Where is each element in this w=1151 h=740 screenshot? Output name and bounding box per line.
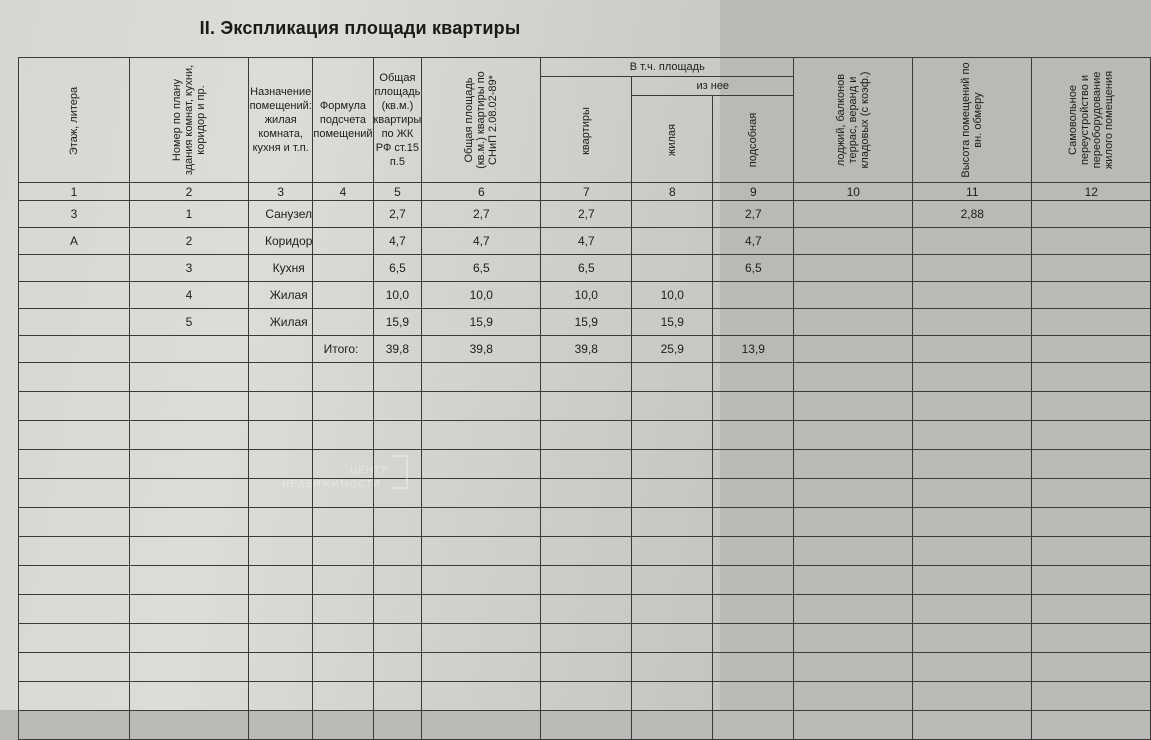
loggia-area-cell	[794, 201, 913, 228]
empty-row	[19, 450, 1151, 479]
explication-table	[18, 57, 1151, 740]
auxiliary-area-cell: 6,5	[713, 255, 794, 282]
area-zk-cell: 6,5	[373, 255, 422, 282]
auxiliary-area-cell	[713, 282, 794, 309]
room-name-cell: Кухня	[249, 255, 313, 282]
header-living: жилая	[632, 96, 713, 183]
auxiliary-area-cell: 2,7	[713, 201, 794, 228]
area-snip-cell: 4,7	[422, 228, 541, 255]
unauthorized-cell	[1032, 282, 1151, 309]
empty-row	[19, 537, 1151, 566]
height-cell	[913, 309, 1032, 336]
watermark-line2: НЕДВИЖИМОСТИ	[282, 479, 382, 490]
empty-row	[19, 392, 1151, 421]
header-floor: Этаж, литера	[19, 58, 130, 183]
header-group-sub: из нее	[632, 77, 794, 96]
column-number: 8	[632, 183, 713, 201]
column-number: 3	[249, 183, 313, 201]
document-title: II. Экспликация площади квартиры	[199, 18, 521, 38]
area-snip-cell: 2,7	[422, 201, 541, 228]
header-room-number: Номер по плану здания комнат, кухни, коридор и пр.	[130, 58, 249, 183]
table-row	[19, 309, 1151, 336]
loggia-area-cell	[794, 282, 913, 309]
formula-cell	[313, 255, 373, 282]
area-zk-cell: 15,9	[373, 309, 422, 336]
column-number: 10	[794, 183, 913, 201]
unauthorized-cell	[1032, 255, 1151, 282]
floor-cell: А	[19, 228, 130, 255]
header-purpose: Назначение помещений: жилая комната, кухня и т.п.	[249, 58, 313, 183]
room-number-cell: 2	[130, 228, 249, 255]
room-number-cell: 1	[130, 201, 249, 228]
apartment-area-cell: 10,0	[541, 282, 632, 309]
loggia-area-cell	[794, 309, 913, 336]
area-zk-cell: 2,7	[373, 201, 422, 228]
area-zk-cell: 4,7	[373, 228, 422, 255]
empty-row	[19, 363, 1151, 392]
total-area-zk: 39,8	[373, 336, 422, 363]
area-snip-cell: 10,0	[422, 282, 541, 309]
living-area-cell	[632, 228, 713, 255]
header-formula: Формула подсчета помещений	[313, 58, 373, 183]
watermark-line1: ЦЕНТР	[350, 465, 390, 476]
watermark-logo	[280, 455, 430, 495]
formula-cell	[313, 282, 373, 309]
room-name-cell: Жилая	[249, 282, 313, 309]
header-apartment: квартиры	[541, 77, 632, 183]
room-number-cell: 4	[130, 282, 249, 309]
formula-cell	[313, 201, 373, 228]
header-height: Высота помещений по вн. обмеру	[913, 58, 1032, 183]
living-area-cell: 15,9	[632, 309, 713, 336]
room-number-cell: 3	[130, 255, 249, 282]
floor-cell: 3	[19, 201, 130, 228]
header-group-total: В т.ч. площадь	[541, 58, 794, 77]
height-cell	[913, 255, 1032, 282]
area-zk-cell: 10,0	[373, 282, 422, 309]
table-row	[19, 255, 1151, 282]
height-cell	[913, 282, 1032, 309]
empty-row	[19, 479, 1151, 508]
room-name-cell: Коридор	[249, 228, 313, 255]
empty-row	[19, 653, 1151, 682]
total-apartment: 39,8	[541, 336, 632, 363]
area-snip-cell: 6,5	[422, 255, 541, 282]
empty-row	[19, 711, 1151, 740]
apartment-area-cell: 2,7	[541, 201, 632, 228]
formula-cell	[313, 309, 373, 336]
table-row	[19, 228, 1151, 255]
loggia-area-cell	[794, 228, 913, 255]
total-auxiliary: 13,9	[713, 336, 794, 363]
area-snip-cell: 15,9	[422, 309, 541, 336]
column-number: 11	[913, 183, 1032, 201]
header-area-snip: Общая площадь (кв.м.) квартиры по СНиП 2.08.02-89*	[422, 58, 541, 183]
floor-cell	[19, 255, 130, 282]
column-number: 1	[19, 183, 130, 201]
floor-cell	[19, 309, 130, 336]
floor-cell	[19, 282, 130, 309]
total-living: 25,9	[632, 336, 713, 363]
room-name-cell: Жилая	[249, 309, 313, 336]
empty-row	[19, 508, 1151, 537]
column-number: 6	[422, 183, 541, 201]
table-row	[19, 201, 1151, 228]
total-area-snip: 39,8	[422, 336, 541, 363]
column-number: 5	[373, 183, 422, 201]
header-row-1	[19, 58, 1151, 77]
loggia-area-cell	[794, 255, 913, 282]
column-number: 9	[713, 183, 794, 201]
column-number-row	[19, 183, 1151, 201]
living-area-cell	[632, 255, 713, 282]
living-area-cell: 10,0	[632, 282, 713, 309]
column-number: 7	[541, 183, 632, 201]
empty-row	[19, 595, 1151, 624]
apartment-area-cell: 6,5	[541, 255, 632, 282]
apartment-area-cell: 4,7	[541, 228, 632, 255]
header-auxiliary: подсобная	[713, 96, 794, 183]
unauthorized-cell	[1032, 309, 1151, 336]
living-area-cell	[632, 201, 713, 228]
unauthorized-cell	[1032, 228, 1151, 255]
column-number: 4	[313, 183, 373, 201]
height-cell	[913, 228, 1032, 255]
formula-cell	[313, 228, 373, 255]
auxiliary-area-cell	[713, 309, 794, 336]
room-number-cell: 5	[130, 309, 249, 336]
header-unauthorized: Самовольное переустройство и переоборудование жилого помещения	[1032, 58, 1151, 183]
header-area-zk: Общая площадь (кв.м.) квартиры по ЖК РФ ст.15 п.5	[373, 58, 422, 183]
table-row	[19, 282, 1151, 309]
empty-row	[19, 566, 1151, 595]
empty-row	[19, 421, 1151, 450]
empty-row	[19, 624, 1151, 653]
column-number: 12	[1032, 183, 1151, 201]
watermark-logo-icon	[392, 455, 408, 489]
totals-row	[19, 336, 1151, 363]
totals-label: Итого:	[313, 336, 373, 363]
room-name-cell: Санузел	[249, 201, 313, 228]
apartment-area-cell: 15,9	[541, 309, 632, 336]
column-number: 2	[130, 183, 249, 201]
unauthorized-cell	[1032, 201, 1151, 228]
height-cell: 2,88	[913, 201, 1032, 228]
auxiliary-area-cell: 4,7	[713, 228, 794, 255]
empty-row	[19, 682, 1151, 711]
header-loggia: лоджий, балконов террас, веранд и кладовых (с коэф.)	[794, 58, 913, 183]
